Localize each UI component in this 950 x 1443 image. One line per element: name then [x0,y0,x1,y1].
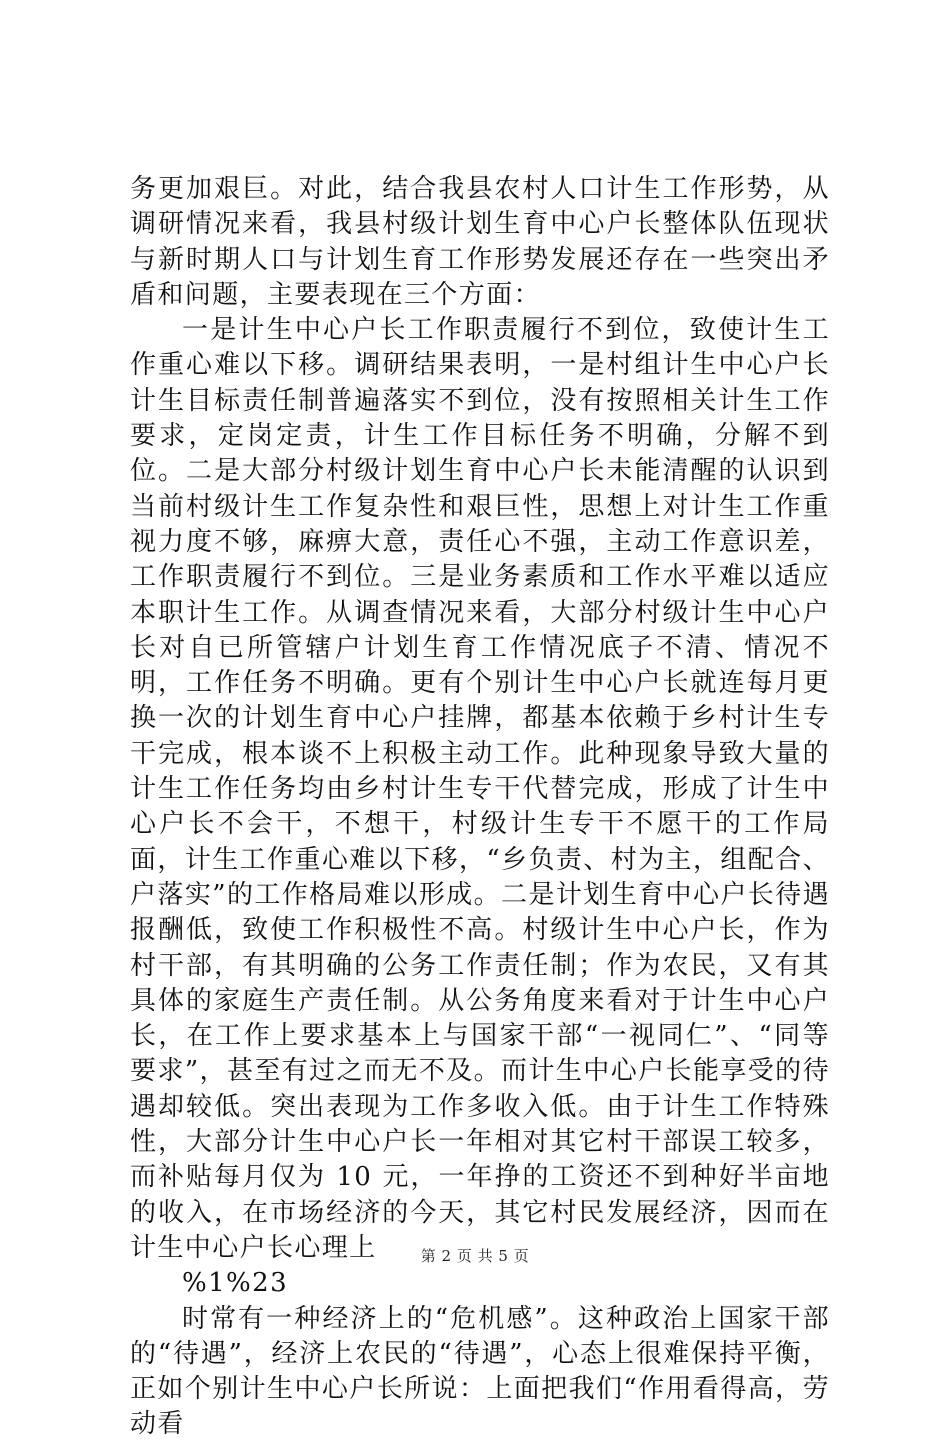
paragraph-crisis-feeling: 时常有一种经济上的“危机感”。这种政治上国家干部的“待遇”，经济上农民的“待遇”，心态上很难保持平衡，正如个别计生中心户长所说：上面把我们“作用看得高，劳动看 [130,1303,830,1440]
paragraph-main-issues: 一是计生中心户长工作职责履行不到位，致使计生工作重心难以下移。调研结果表明，一是村组计生中心户长计生目标责任制普遍落实不到位，没有按照相关计生工作要求，定岗定责，计生工作目标任务不明确，分解不到位。二是大部分村级计划生育中心户长未能清醒的认识到当前村级计生工作复杂性和艰巨性，思想上对计生工作重视力度不够，麻痹大意，责任心不强，主动工作意识差，工作职责履行不到位。三是业务素质和工作水平难以适应本职计生工作。从调查情况来看，大部分村级计生中心户长对自已所管辖户计划生育工作情况底子不清、情况不明，工作任务不明确。更有个别计生中心户长就连每月更换一次的计划生育中心户挂牌，都基本依赖于乡村计生专干完成，根本谈不上积极主动工作。此种现象导致大量的计生工作任务均由乡村计生专干代替完成，形成了计生中心户长不会干，不想干，村级计生专干不愿干的工作局面，计生工作重心难以下移，“乡负责、村为主，组配合、户落实”的工作格局难以形成。二是计划生育中心户长待遇报酬低，致使工作积极性不高。村级计生中心户长，作为村干部，有其明确的公务工作责任制；作为农民，又有其具体的家庭生产责任制。从公务角度来看对于计生中心户长，在工作上要求基本上与国家干部“一视同仁”、“同等要求”，甚至有过之而无不及。而计生中心户长能享受的待遇却较低。突出表现为工作多收入低。由于计生工作特殊性，大部分计生中心户长一年相对其它村干部误工较多，而补贴每月仅为 10 元，一年挣的工资还不到种好半亩地的收入，在市场经济的今天，其它村民发展经济，因而在计生中心户长心理上 [130,315,830,1263]
paragraph-placeholder-code: %1%23 [182,1268,289,1299]
page-number-footer: 第 2 页 共 5 页 [420,1247,530,1265]
paragraph-intro-continuation: 务更加艰巨。对此，结合我县农村人口计生工作形势，从调研情况来看，我县村级计划生育中心户长整体队伍现状与新时期人口与计划生育工作形势发展还存在一些突出矛盾和问题，主要表现在三个方面： [130,174,830,310]
